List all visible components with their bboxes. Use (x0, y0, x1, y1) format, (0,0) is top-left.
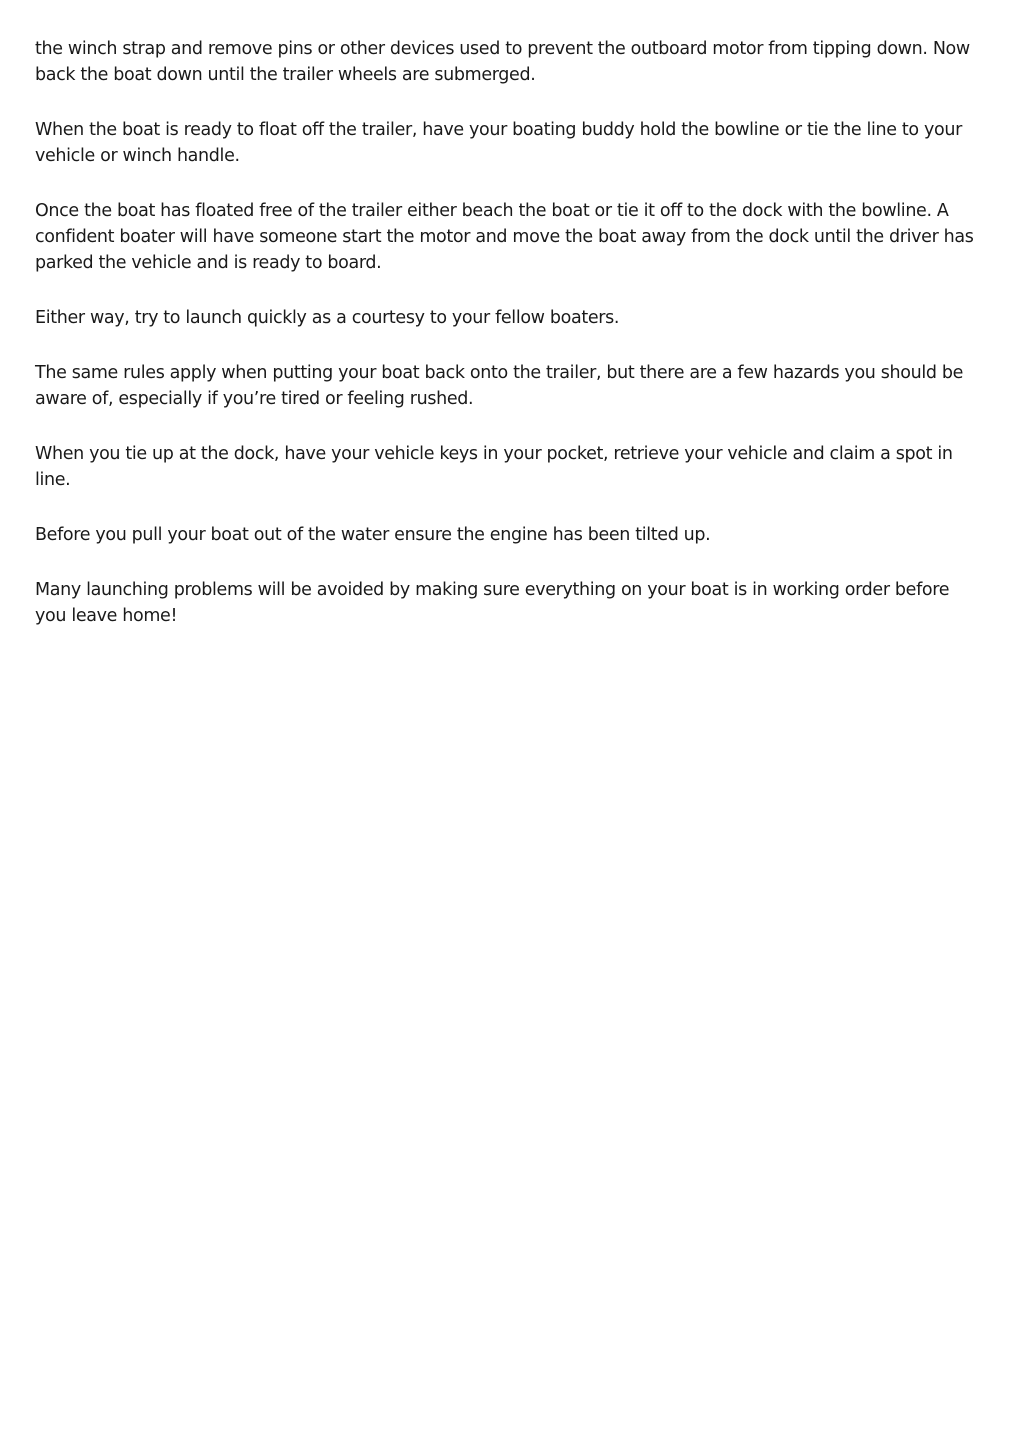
paragraph-winch-strap: the winch strap and remove pins or other devices used to prevent the outboard motor from tipping down. Now back the boat down until the trailer wheels are submerged. (35, 39, 970, 85)
paragraph-launch-quickly: Either way, try to launch quickly as a courtesy to your fellow boaters. (35, 308, 620, 328)
paragraph-float-off: When the boat is ready to float off the trailer, have your boating buddy hold the bowline or tie the line to your vehicle or winch handle. (35, 120, 962, 166)
paragraph-working-order: Many launching problems will be avoided by making sure everything on your boat is in working order before you leave home! (35, 580, 950, 626)
document-body (35, 36, 985, 658)
paragraph-engine-tilted: Before you pull your boat out of the water ensure the engine has been tilted up. (35, 525, 711, 545)
paragraph-tie-up-dock: When you tie up at the dock, have your vehicle keys in your pocket, retrieve your vehicle and claim a spot in line. (35, 444, 953, 490)
paragraph-floated-free: Once the boat has floated free of the trailer either beach the boat or tie it off to the dock with the bowline. A confident boater will have someone start the motor and move the boat away from the dock until the driver has parked the vehicle and is ready to board. (35, 201, 974, 273)
paragraph-same-rules: The same rules apply when putting your boat back onto the trailer, but there are a few hazards you should be aware of, especially if you’re tired or feeling rushed. (35, 363, 964, 409)
